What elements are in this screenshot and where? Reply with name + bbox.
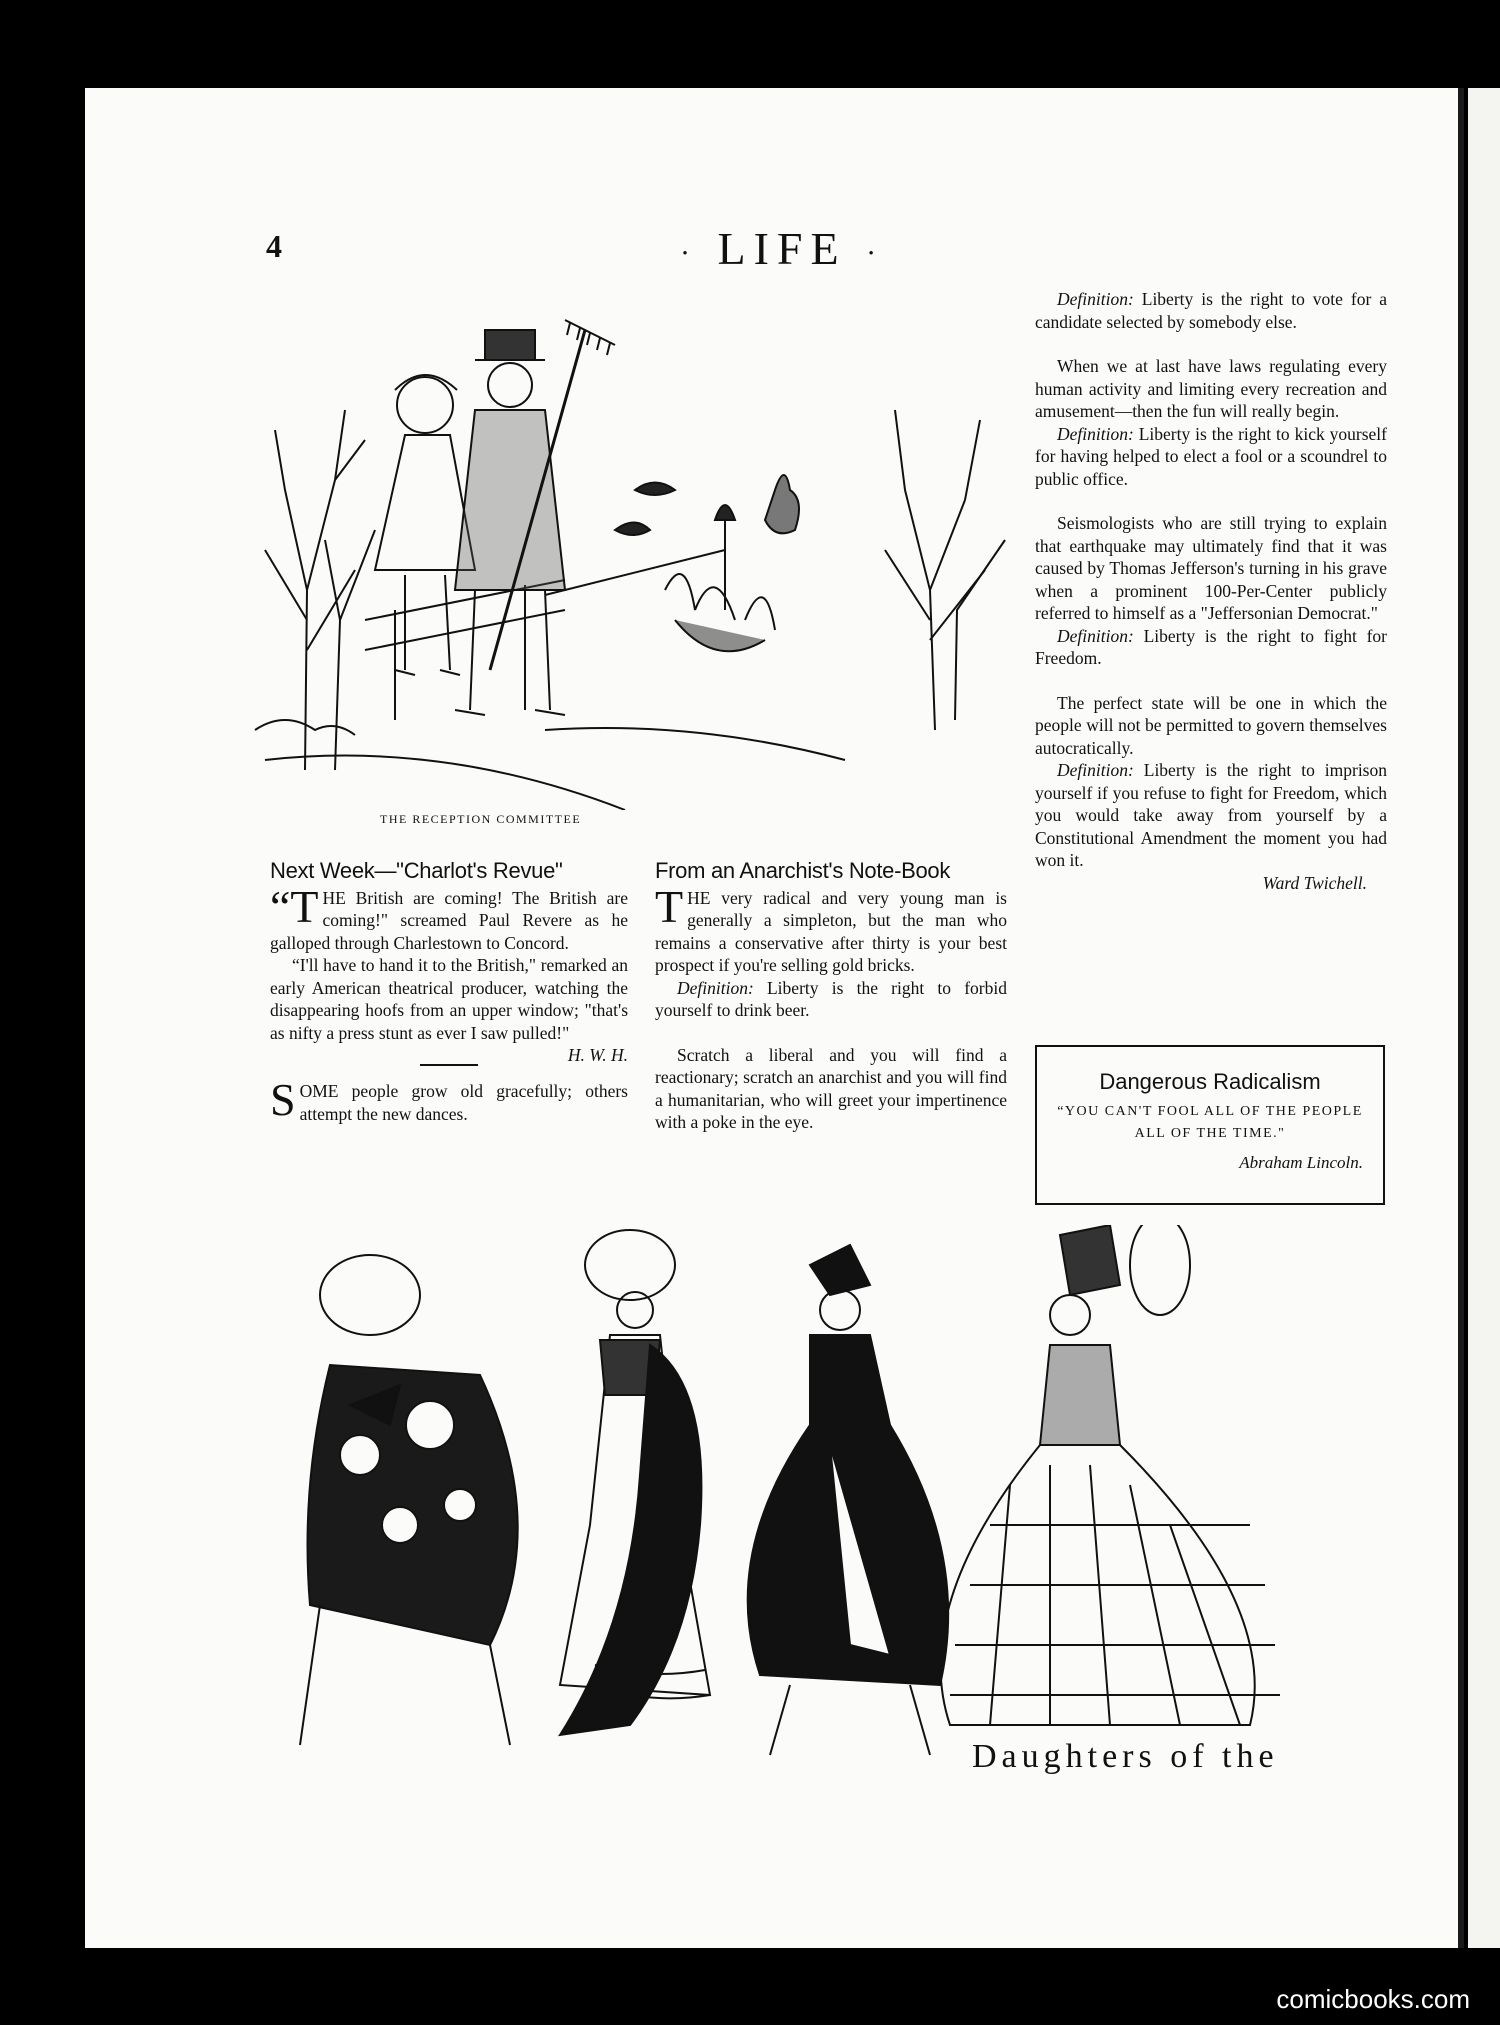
- box-quote: “YOU CAN'T FOOL ALL OF THE PEOPLE ALL OF THE TIME.": [1057, 1104, 1363, 1141]
- column-anarchist: [655, 860, 1007, 1134]
- column-next-week: [270, 860, 628, 1125]
- masthead-dot-right: ·: [866, 236, 885, 270]
- dropcap-t2: T: [655, 880, 684, 932]
- paragraph-british-text: HE British are coming! The British are coming!" screamed Paul Revere as he galloped through Charlestown to Concord.: [270, 887, 628, 953]
- box-attribution: Abraham Lincoln.: [1239, 1153, 1363, 1172]
- signature-ward-twichell: Ward Twichell.: [1262, 872, 1367, 893]
- paragraph-scratch: Scratch a liberal and you will find a reactionary; scratch an anarchist and you will find a humanitarian, who will greet your impertinence with a poke in the eye.: [655, 1044, 1007, 1132]
- definition-imprison-text: Liberty is the right to imprison yourself if you refuse to fight for Freedom, which you would take away from yourself by a Constitutional Amendment the moment you had won it.: [1035, 760, 1387, 870]
- illustration-caption: THE RECEPTION COMMITTEE: [380, 812, 582, 826]
- page-gutter: [1458, 88, 1464, 1948]
- paragraph-press-stunt-text: “I'll have to hand it to the British," remarked an early American theatrical producer, watching the disappearing hoofs from an upper window; "that's as nifty a press stunt as ever I saw pulled!": [270, 955, 628, 1043]
- masthead-dot-left: ·: [680, 236, 698, 270]
- paragraph-grow-old-text: OME people grow old gracefully; others attempt the new dances.: [299, 1081, 628, 1124]
- dropcap-t: “T: [270, 880, 319, 932]
- watermark: comicbooks.com: [1276, 1984, 1470, 2014]
- facing-page-edge: [1468, 88, 1500, 1948]
- paragraph-british-coming: [270, 880, 628, 955]
- paragraph-radical: [655, 880, 1007, 977]
- paragraph-laws: When we at last have laws regulating every human activity and limiting every recreation and amusement—then the fun will really begin.: [1035, 356, 1387, 421]
- paragraph-press-stunt: [270, 954, 628, 1065]
- reception-committee-illustration: [245, 290, 1030, 810]
- definition-beer: [655, 977, 1007, 1022]
- definition-label: Definition:: [1057, 625, 1134, 646]
- dropcap-s: S: [270, 1074, 296, 1125]
- definition-vote: [1035, 288, 1387, 333]
- column-definitions: [1035, 288, 1387, 894]
- illustration-title: Daughters of the: [972, 1738, 1279, 1775]
- paragraph-radical-text: HE very radical and very young man is generally a simpleton, but the man who remains a conservative after thirty is your best prospect if you're selling gold bricks.: [655, 887, 1007, 975]
- definition-label: Definition:: [1057, 423, 1134, 444]
- headline-next-week: Next Week—"Charlot's Revue": [270, 858, 563, 883]
- page-number: 4: [266, 228, 282, 264]
- definition-beer-text: Liberty is the right to forbid yourself to drink beer.: [655, 977, 1007, 1020]
- paragraph-seismologists: Seismologists who are still trying to explain that earthquake may ultimately find that it was caused by Thomas Jefferson's turning in his grave when a prominent 100-Per-Center publicly referred to himself as a "Jeffersonian Democrat.": [1035, 513, 1387, 623]
- dangerous-radicalism-box: [1035, 1045, 1385, 1205]
- paragraph-perfect-state: The perfect state will be one in which the people will not be permitted to govern themselves autocratically.: [1035, 692, 1387, 758]
- headline-anarchist: From an Anarchist's Note-Book: [655, 858, 951, 883]
- definition-kick-text: Liberty is the right to kick yourself for having helped to elect a fool or a scoundrel to public office.: [1035, 423, 1387, 489]
- masthead-title: LIFE: [717, 223, 847, 274]
- definition-kick: [1035, 423, 1387, 491]
- definition-fight-text: Liberty is the right to fight for Freedom.: [1035, 625, 1387, 668]
- definition-imprison: [1035, 759, 1387, 872]
- definition-fight: [1035, 625, 1387, 670]
- paragraph-grow-old: [270, 1074, 628, 1125]
- signature-hwh: H. W. H.: [567, 1045, 628, 1065]
- definition-label: Definition:: [1057, 289, 1134, 309]
- daughters-illustration: [290, 1225, 1410, 1765]
- definition-label: Definition:: [677, 977, 754, 998]
- masthead: [680, 222, 884, 275]
- definition-vote-text: Liberty is the right to vote for a candidate selected by somebody else.: [1035, 289, 1387, 332]
- section-divider: [420, 1064, 478, 1066]
- box-title: Dangerous Radicalism: [1099, 1069, 1321, 1094]
- definition-label: Definition:: [1057, 760, 1134, 780]
